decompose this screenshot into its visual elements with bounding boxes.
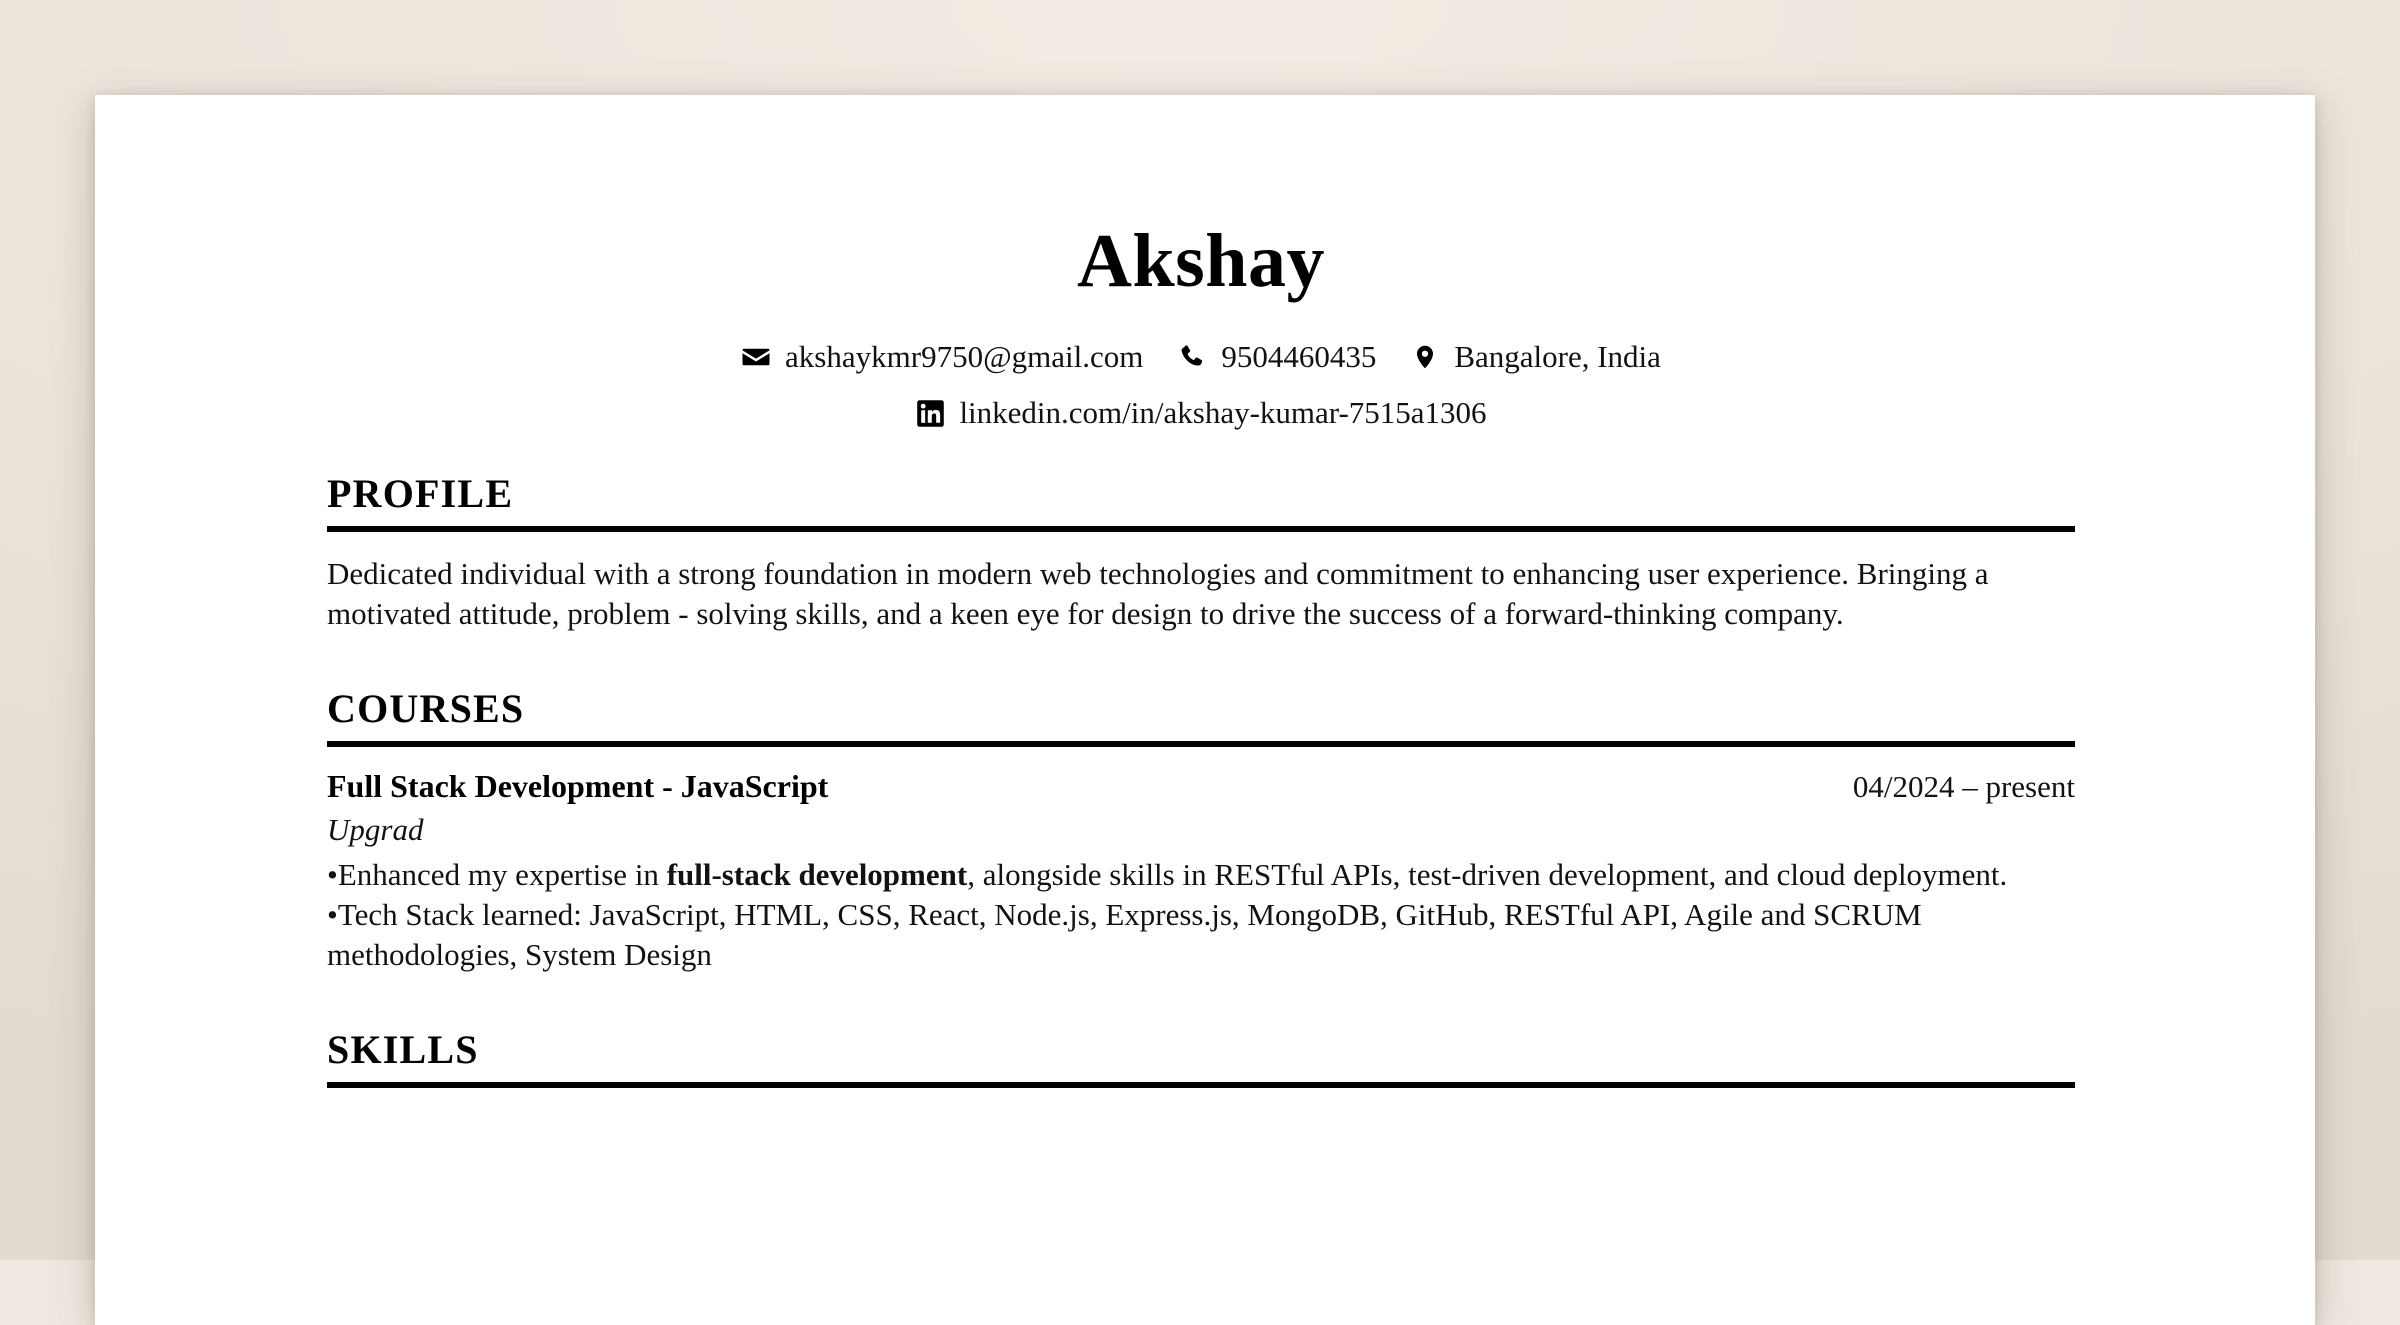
contact-row-primary [327,339,2075,375]
contact-location-text: Bangalore, India [1454,339,1661,375]
contact-linkedin[interactable] [915,395,1486,431]
contact-linkedin-text: linkedin.com/in/akshay-kumar-7515a1306 [959,395,1486,431]
phone-icon [1177,342,1207,372]
course-bullet-1-prefix: •Enhanced my expertise in [327,857,667,892]
course-date-range: 04/2024 – present [1853,768,2075,805]
section-courses [327,688,2075,975]
course-bullet-1-suffix: , alongside skills in RESTful APIs, test-driven development, and cloud deployment. [967,857,2007,892]
course-bullet-2 [327,895,2075,975]
contact-location [1410,339,1661,375]
section-title-courses: COURSES [327,688,2075,730]
profile-body-text: Dedicated individual with a strong foundation in modern web technologies and commitment to enhancing user experience. Bringing a motivated attitude, problem - solving skills, and a keen eye for design to drive the success of a forward-thinking company. [327,554,2075,634]
email-icon [741,342,771,372]
course-entry-header [327,767,2075,805]
contact-email-text: akshaykmr9750@gmail.com [785,339,1143,375]
section-skills [327,1029,2075,1088]
course-entry [327,767,2075,975]
linkedin-icon [915,398,945,428]
contact-phone-text: 9504460435 [1221,339,1376,375]
location-pin-icon [1410,342,1440,372]
resume-page [95,95,2315,1325]
course-organization: Upgrad [327,810,2075,850]
section-rule-profile [327,526,2075,532]
course-bullet-2-prefix: •Tech Stack learned: JavaScript, HTML, CSS, React, Node.js, Express.js, MongoDB, GitHub, RESTful API, Agile and SCRUM methodologies, System Design [327,897,1922,972]
course-title: Full Stack Development - JavaScript [327,767,828,805]
candidate-name: Akshay [327,223,2075,299]
section-rule-courses [327,741,2075,747]
section-profile [327,473,2075,634]
course-bullet-list [327,855,2075,975]
section-title-skills: SKILLS [327,1029,2075,1071]
section-rule-skills [327,1082,2075,1088]
course-bullet-1 [327,855,2075,895]
resume-content [327,95,2075,1088]
contact-row-secondary [327,395,2075,431]
contact-phone[interactable] [1177,339,1376,375]
section-title-profile: PROFILE [327,473,2075,515]
contact-email[interactable] [741,339,1143,375]
course-bullet-1-bold: full-stack development [667,857,968,892]
